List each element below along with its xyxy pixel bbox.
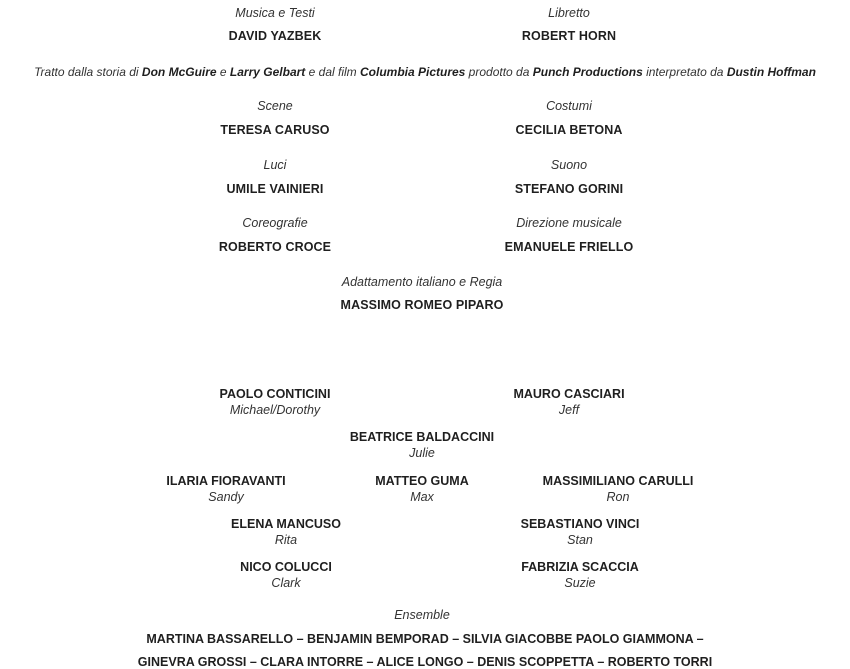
credit-role: Direzione musicale: [516, 216, 622, 230]
cast-character: Julie: [409, 446, 435, 460]
cast-name: MASSIMILIANO CARULLI: [542, 474, 694, 488]
cast-name: MATTEO GUMA: [375, 474, 469, 488]
credit-role: Coreografie: [242, 216, 308, 230]
credit-name: ROBERT HORN: [521, 29, 617, 43]
credit-name: ROBERTO CROCE: [218, 240, 332, 254]
source-credit-line: [0, 65, 850, 79]
cast-character: Michael/Dorothy: [229, 403, 321, 417]
credit-name: STEFANO GORINI: [514, 182, 624, 196]
credit-role: Suono: [550, 158, 588, 172]
cast-character: Rita: [274, 533, 298, 547]
credit-role: Luci: [263, 158, 287, 172]
credit-role: Costumi: [546, 99, 592, 113]
cast-name: BEATRICE BALDACCINI: [349, 430, 495, 444]
credit-role: Scene: [257, 99, 293, 113]
cast-character: Max: [410, 490, 434, 504]
cast-name: FABRIZIA SCACCIA: [521, 560, 639, 574]
source-text: e: [216, 65, 230, 79]
source-actor: Dustin Hoffman: [726, 65, 816, 79]
cast-name: PAOLO CONTICINI: [219, 387, 331, 401]
credit-role: Musica e Testi: [235, 6, 315, 20]
cast-character: Suzie: [564, 576, 596, 590]
cast-name: ELENA MANCUSO: [231, 517, 341, 531]
credit-name: TERESA CARUSO: [220, 123, 330, 137]
cast-name: MAURO CASCIARI: [513, 387, 625, 401]
source-producer: Punch Productions: [532, 65, 643, 79]
cast-character: Jeff: [558, 403, 580, 417]
credit-role: Libretto: [548, 6, 590, 20]
cast-character: Sandy: [208, 490, 244, 504]
credit-name: UMILE VAINIERI: [226, 182, 324, 196]
ensemble-label: Ensemble: [394, 608, 450, 622]
credit-name: MASSIMO ROMEO PIPARO: [340, 298, 504, 312]
source-author: Don McGuire: [141, 65, 217, 79]
cast-name: ILARIA FIORAVANTI: [166, 474, 286, 488]
credit-name: CECILIA BETONA: [515, 123, 623, 137]
ensemble-line-1: MARTINA BASSARELLO – BENJAMIN BEMPORAD – SILVIA GIACOBBE PAOLO GIAMMONA –: [146, 632, 704, 646]
cast-name: SEBASTIANO VINCI: [520, 517, 640, 531]
cast-character: Stan: [567, 533, 593, 547]
source-text: prodotto da: [465, 65, 533, 79]
source-text: interpretato da: [642, 65, 727, 79]
credit-name: DAVID YAZBEK: [228, 29, 322, 43]
cast-character: Ron: [606, 490, 630, 504]
cast-character: Clark: [271, 576, 301, 590]
credit-name: EMANUELE FRIELLO: [504, 240, 634, 254]
source-text: e dal film: [305, 65, 360, 79]
source-studio: Columbia Pictures: [359, 65, 466, 79]
credit-role: Adattamento italiano e Regia: [341, 275, 503, 289]
ensemble-line-2: GINEVRA GROSSI – CLARA INTORRE – ALICE LONGO – DENIS SCOPPETTA – ROBERTO TORRI: [137, 655, 713, 669]
source-author: Larry Gelbart: [229, 65, 306, 79]
cast-name: NICO COLUCCI: [240, 560, 332, 574]
source-text: Tratto dalla storia di: [34, 65, 142, 79]
